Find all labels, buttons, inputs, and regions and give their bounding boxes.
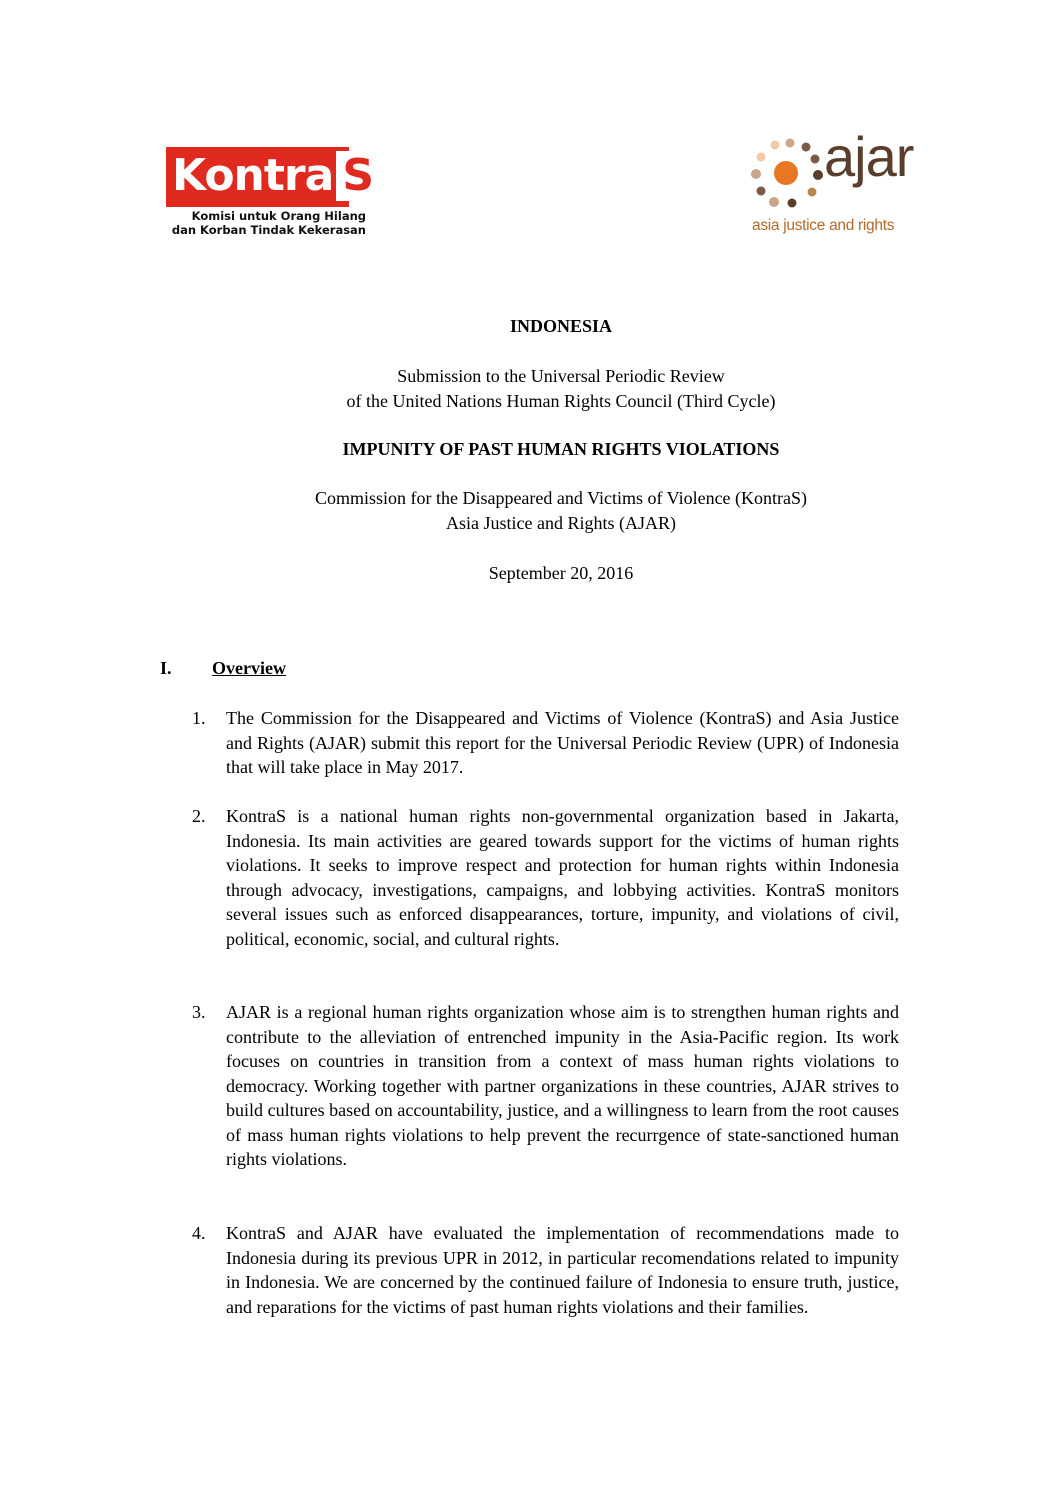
ajar-dots-icon [748, 137, 828, 217]
ajar-dot [774, 161, 798, 185]
kontras-wordmark-s: S [336, 151, 379, 201]
paragraph-text: AJAR is a regional human rights organization whose aim is to strengthen human rights and contribute to the alleviation of entrenched impunity in the Asia-Pacific region. Its work focuses on countries in transition from a context of mass human rights violations to democracy. Working together with partner organizations in these countries, AJAR strives to build cultures based on accountability, justice, and a willingness to learn from the root causes of mass human rights violations to help prevent the recurrgence of state-sanctioned human rights violations. [226, 1002, 899, 1169]
paragraph-number: 3. [192, 1002, 206, 1022]
ajar-dot [813, 170, 823, 180]
ajar-wordmark: ajar [824, 125, 914, 188]
ajar-dot [757, 187, 766, 196]
paragraph-number: 2. [192, 806, 206, 826]
ajar-dot [771, 141, 780, 150]
kontras-tagline-line-1: Komisi untuk Orang Hilang [191, 209, 366, 223]
kontras-logo [166, 147, 374, 239]
paragraph-number: 4. [192, 1223, 206, 1243]
organization-line-1: Commission for the Disappeared and Victims of Violence (KontraS) [314, 488, 808, 508]
kontras-wordmark [172, 151, 379, 201]
submission-line-1: Submission to the Universal Periodic Review [397, 366, 725, 386]
paragraph-text: KontraS and AJAR have evaluated the implementation of recommendations made to Indonesia during its previous UPR in 2012, in particular recomendations related to impunity in Indonesia. We are concerned by the continued failure of Indonesia to ensure truth, justice, and reparations for the victims of past human rights violations and their families. [226, 1223, 899, 1317]
paragraph-text: KontraS is a national human rights non-governmental organization based in Jakarta, Indonesia. Its main activities are geared towards support for the victims of human rights violations. It seeks to improve respect and protection for human rights within Indonesia through advocacy, investigations, campaigns, and lobbying activities. KontraS monitors several issues such as enforced disappearances, torture, impunity, and violations of civil, political, economic, social, and cultural rights. [226, 806, 899, 949]
kontras-tagline-line-2: dan Korban Tindak Kekerasan [171, 223, 366, 237]
ajar-dot [811, 155, 820, 164]
ajar-dot [757, 153, 766, 162]
paragraph-text: The Commission for the Disappeared and Victims of Violence (KontraS) and Asia Justice and Rights (AJAR) submit this report for the Universal Periodic Review (UPR) of Indonesia that will take place in May 2017. [226, 708, 899, 777]
kontras-tagline [166, 209, 366, 237]
ajar-logo [748, 125, 914, 237]
document-date: September 20, 2016 [488, 563, 634, 583]
section-number: I. [160, 658, 172, 678]
organization-line-2: Asia Justice and Rights (AJAR) [446, 513, 676, 533]
ajar-dot [751, 169, 761, 179]
submission-line-2: of the United Nations Human Rights Council (Third Cycle) [346, 391, 776, 411]
ajar-dot [769, 197, 779, 207]
section-title: Overview [212, 658, 286, 678]
ajar-dot [808, 188, 817, 197]
ajar-dot [788, 199, 797, 208]
paragraph-number: 1. [192, 708, 206, 728]
document-country: INDONESIA [509, 316, 613, 336]
ajar-tagline: asia justice and rights [752, 217, 895, 234]
ajar-dot [786, 139, 795, 148]
ajar-dot [802, 143, 811, 152]
document-topic: IMPUNITY OF PAST HUMAN RIGHTS VIOLATIONS [342, 439, 780, 459]
kontras-wordmark-main: Kontra [172, 150, 334, 201]
